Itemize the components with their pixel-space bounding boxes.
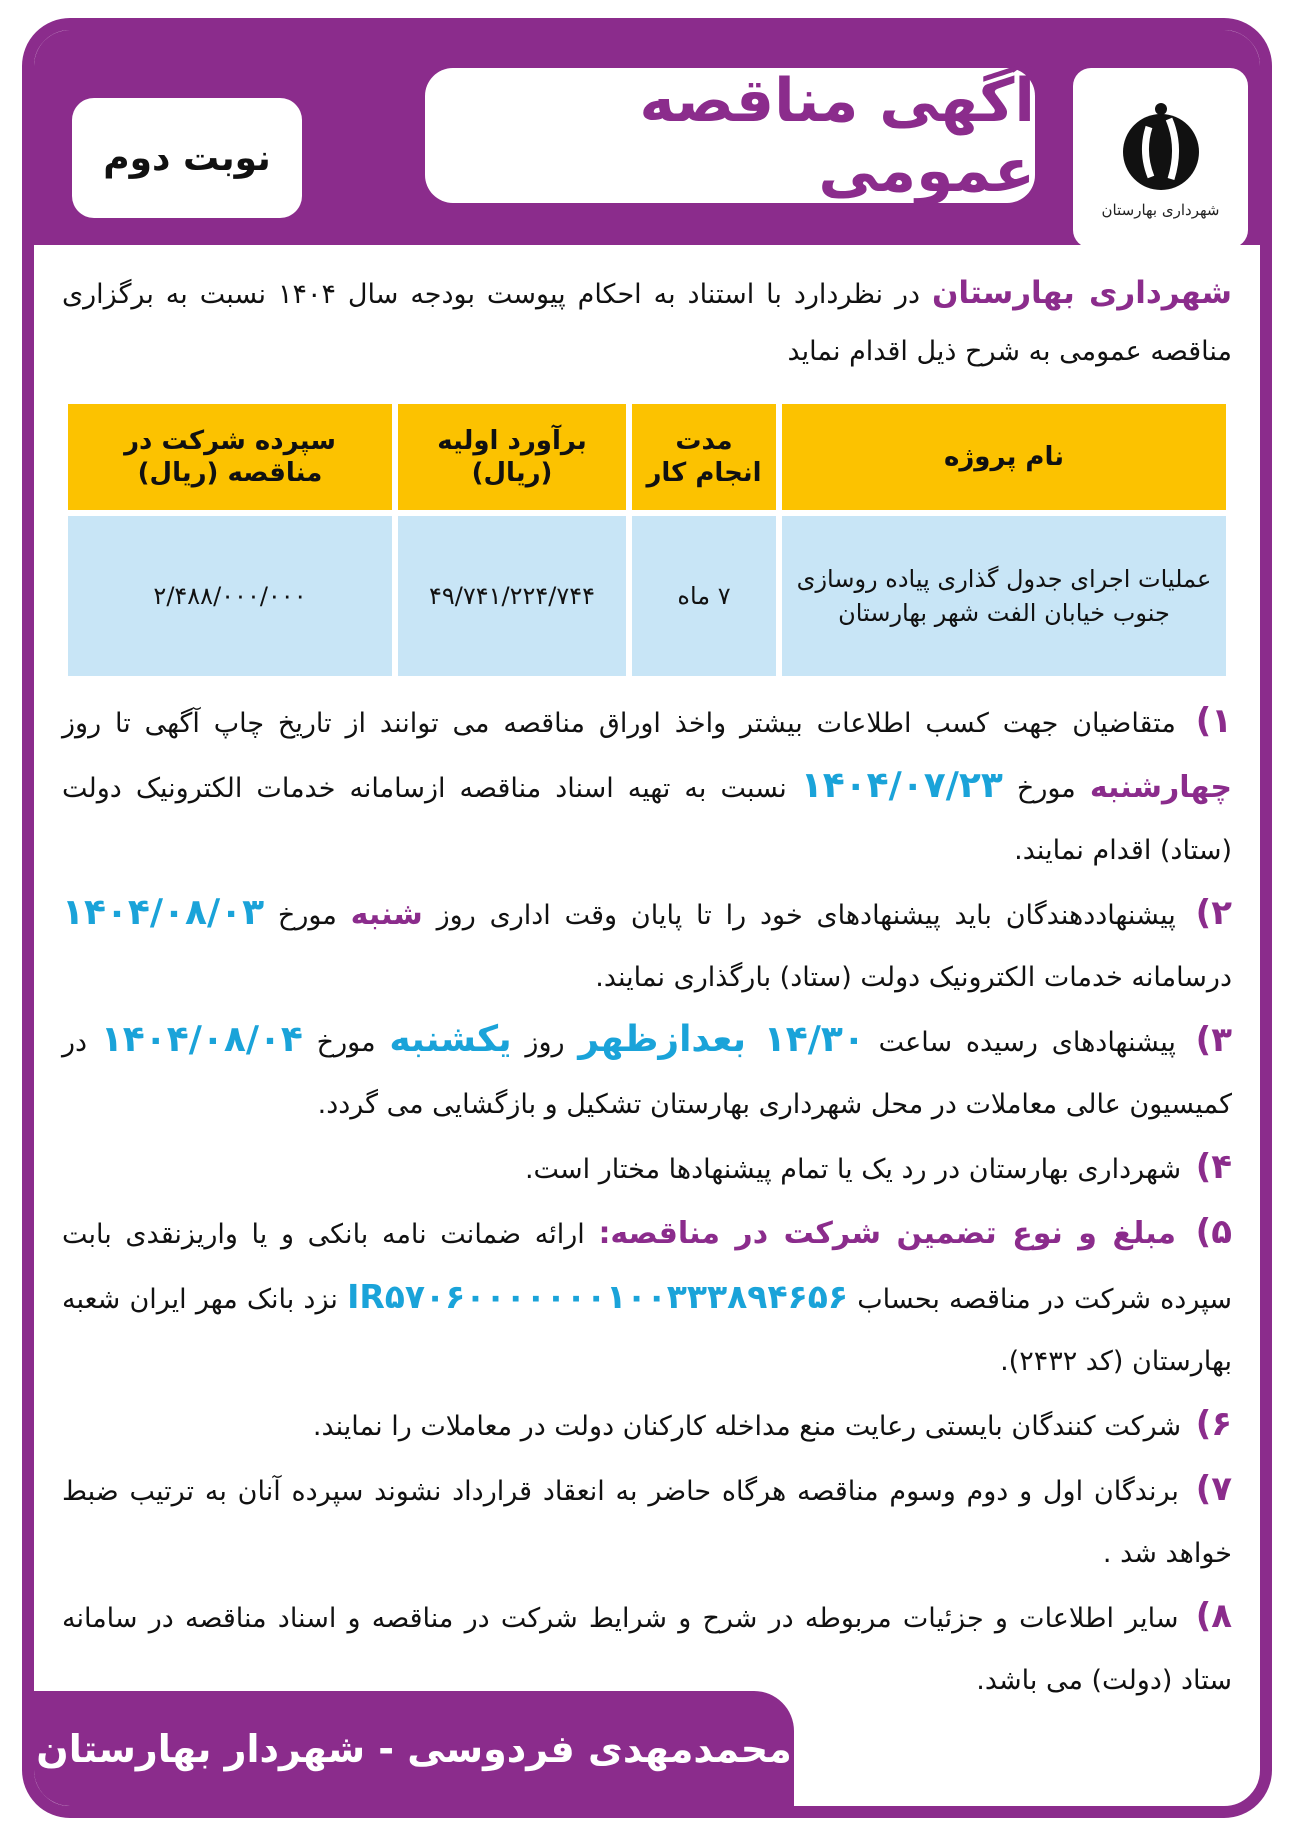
list-item xyxy=(62,882,1232,1009)
intro-org: شهرداری بهارستان xyxy=(931,275,1232,311)
item-text: مورخ xyxy=(316,1027,376,1058)
item-text: درسامانه خدمات الکترونیک دولت (ستاد) بارگذاری نمایند. xyxy=(595,962,1232,993)
item-time: ۱۴/۳۰ بعدازظهر xyxy=(578,1019,865,1060)
municipality-logo-icon xyxy=(1111,97,1211,197)
header-estimate: برآورد اولیه (ریال) xyxy=(398,404,626,510)
list-item xyxy=(62,1458,1232,1585)
item-text: متقاضیان جهت کسب اطلاعات بیشتر واخذ اوراق مناقصه می توانند از تاریخ چاپ آگهی تا روز xyxy=(62,708,1176,739)
item-number: ۶) xyxy=(1195,1404,1232,1444)
cell-estimate: ۴۹/۷۴۱/۲۲۴/۷۴۴ xyxy=(398,516,626,676)
item-date: ۱۴۰۴/۰۸/۰۳ xyxy=(62,892,265,933)
cell-duration: ۷ ماه xyxy=(632,516,776,676)
table-header-row xyxy=(68,404,1226,510)
tender-table xyxy=(62,398,1232,682)
header-band xyxy=(34,30,1260,245)
item-text: برندگان اول و دوم وسوم مناقصه هرگاه حاضر به انعقاد قرارداد نشوند سپرده آنان به ترتیب ضبط خواهد شد . xyxy=(62,1476,1232,1569)
header-deposit: سپرده شرکت در مناقصه (ریال) xyxy=(68,404,392,510)
item-text: شهرداری بهارستان در رد یک یا تمام پیشنهادها مختار است. xyxy=(524,1154,1182,1185)
item-text: سایر اطلاعات و جزئیات مربوطه در شرح و شرایط شرکت در مناقصه و اسناد مناقصه در سامانه ستاد (دولت) می باشد. xyxy=(62,1603,1232,1696)
item-text: پیشنهادهای رسیده ساعت xyxy=(878,1027,1176,1058)
item-day: چهارشنبه xyxy=(1089,770,1232,805)
item-text: پیشنهاددهندگان باید پیشنهادهای خود را تا پایان وقت اداری روز xyxy=(436,900,1176,931)
item-number: ۵) xyxy=(1195,1212,1232,1252)
item-text: مورخ xyxy=(1016,773,1076,804)
intro-paragraph xyxy=(62,265,1232,380)
title-box xyxy=(425,65,1035,206)
item-number: ۱) xyxy=(1195,701,1232,741)
signature-bar xyxy=(34,1691,794,1806)
round-box xyxy=(72,98,302,218)
item-text: نسبت به تهیه اسناد مناقصه ازسامانه خدمات الکترونیک دولت (ستاد) اقدام نمایند. xyxy=(62,773,1232,866)
item-day: یکشنبه xyxy=(389,1019,512,1060)
item-text: شرکت کنندگان بایستی رعایت منع مداخله کارکنان دولت در معاملات را نمایند. xyxy=(312,1411,1182,1442)
list-item xyxy=(62,690,1232,882)
item-date: ۱۴۰۴/۰۸/۰۴ xyxy=(100,1019,303,1060)
notice-frame xyxy=(22,18,1272,1818)
intro-text: در نظردارد با استناد به احکام پیوست بودجه سال ۱۴۰۴ نسبت به برگزاری مناقصه عمومی به شرح ذیل اقدام نماید xyxy=(62,279,1232,367)
item-number: ۲) xyxy=(1195,893,1232,933)
item-day: شنبه xyxy=(350,897,423,932)
item-number: ۴) xyxy=(1195,1147,1232,1187)
list-item xyxy=(62,1201,1232,1393)
item-text: روز xyxy=(525,1027,565,1058)
item-number: ۷) xyxy=(1195,1469,1232,1509)
item-number: ۸) xyxy=(1195,1596,1232,1636)
item-heading: مبلغ و نوع تضمین شرکت در مناقصه: xyxy=(598,1216,1177,1251)
list-item xyxy=(62,1136,1232,1201)
item-text: نزد بانک مهر ایران شعبه بهارستان (کد ۲۴۳۲). xyxy=(62,1284,1232,1377)
item-account: IR۵۷۰۶۰۰۰۰۰۰۰۱۰۰۳۳۳۸۹۴۶۵۶ xyxy=(347,1277,849,1316)
logo-box xyxy=(1073,68,1248,248)
footer xyxy=(34,1691,1260,1806)
notice-content xyxy=(62,265,1232,1712)
signature: محمدمهدی فردوسی - شهردار بهارستان xyxy=(36,1726,792,1771)
cell-deposit: ۲/۴۸۸/۰۰۰/۰۰۰ xyxy=(68,516,392,676)
list-item xyxy=(62,1393,1232,1458)
item-text: در کمیسیون عالی معاملات در محل شهرداری بهارستان تشکیل و بازگشایی می گردد. xyxy=(62,1027,1232,1120)
logo-caption: شهرداری بهارستان xyxy=(1101,201,1220,219)
item-number: ۳) xyxy=(1195,1020,1232,1060)
header-duration: مدت انجام کار xyxy=(632,404,776,510)
notice-title: آگهی مناقصه عمومی xyxy=(639,65,1035,206)
header-project: نام پروژه xyxy=(782,404,1226,510)
table-row xyxy=(68,516,1226,676)
cell-project: عملیات اجرای جدول گذاری پیاده روسازی جنوب خیابان الفت شهر بهارستان xyxy=(782,516,1226,676)
publication-round: نوبت دوم xyxy=(103,137,271,179)
item-text: مورخ xyxy=(277,900,337,931)
item-date: ۱۴۰۴/۰۷/۲۳ xyxy=(800,765,1003,806)
list-item xyxy=(62,1009,1232,1136)
conditions-list xyxy=(62,690,1232,1712)
item-text: ارائه ضمانت نامه بانکی و یا واریزنقدی بابت سپرده شرکت در مناقصه بحساب xyxy=(62,1219,1232,1315)
